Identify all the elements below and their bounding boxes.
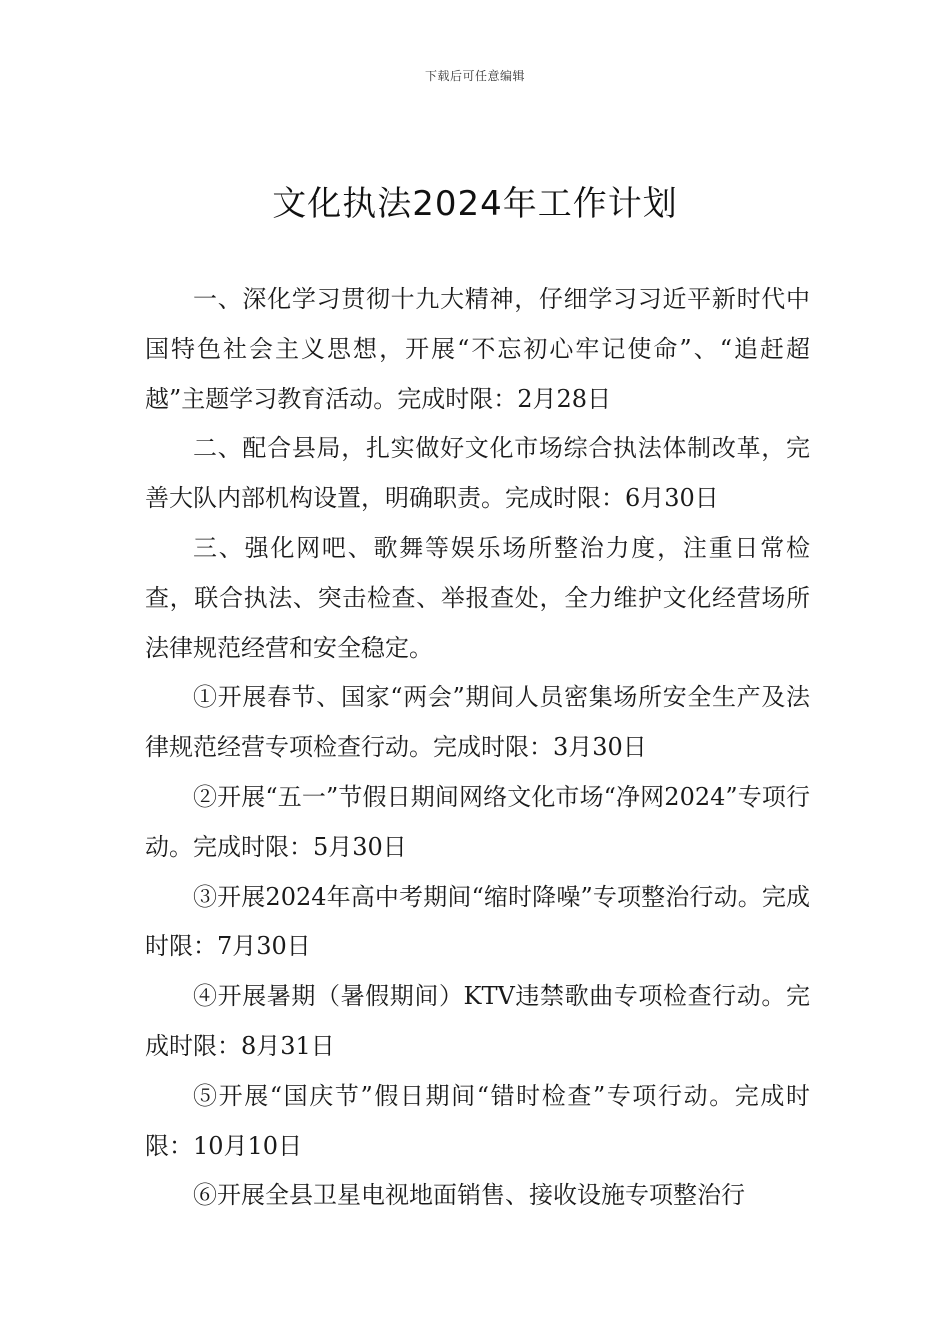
list-item-1: ①开展春节、国家“两会”期间人员密集场所安全生产及法律规范经营专项检查行动。完成时限：3月30日 (145, 683, 810, 762)
paragraph-2: 二、配合县局，扎实做好文化市场综合执法体制改革，完善大队内部机构设置，明确职责。完成时限：6月30日 (145, 434, 810, 513)
list-item-5: ⑤开展“国庆节”假日期间“错时检查”专项行动。完成时限：10月10日 (145, 1081, 810, 1160)
document-body (145, 275, 810, 1221)
list-item-2: ②开展“五一”节假日期间网络文化市场“净网2024”专项行动。完成时限：5月30日 (145, 782, 810, 861)
list-item-4: ④开展暑期（暑假期间）KTV违禁歌曲专项检查行动。完成时限：8月31日 (145, 982, 810, 1060)
list-item-3: ③开展2024年高中考期间“缩时降噪”专项整治行动。完成时限：7月30日 (145, 882, 810, 961)
header-note: 下载后可任意编辑 (424, 69, 525, 83)
document-title: 文化执法2024年工作计划 (272, 184, 678, 224)
paragraph-3: 三、强化网吧、歌舞等娱乐场所整治力度，注重日常检查，联合执法、突击检查、举报查处，全力维护文化经营场所法律规范经营和安全稳定。 (145, 533, 810, 662)
list-item-6: ⑥开展全县卫星电视地面销售、接收设施专项整治行 (193, 1181, 745, 1210)
paragraph-1: 一、深化学习贯彻十九大精神，仔细学习习近平新时代中国特色社会主义思想，开展“不忘初心牢记使命”、“追赶超越”主题学习教育活动。完成时限：2月28日 (145, 285, 810, 413)
